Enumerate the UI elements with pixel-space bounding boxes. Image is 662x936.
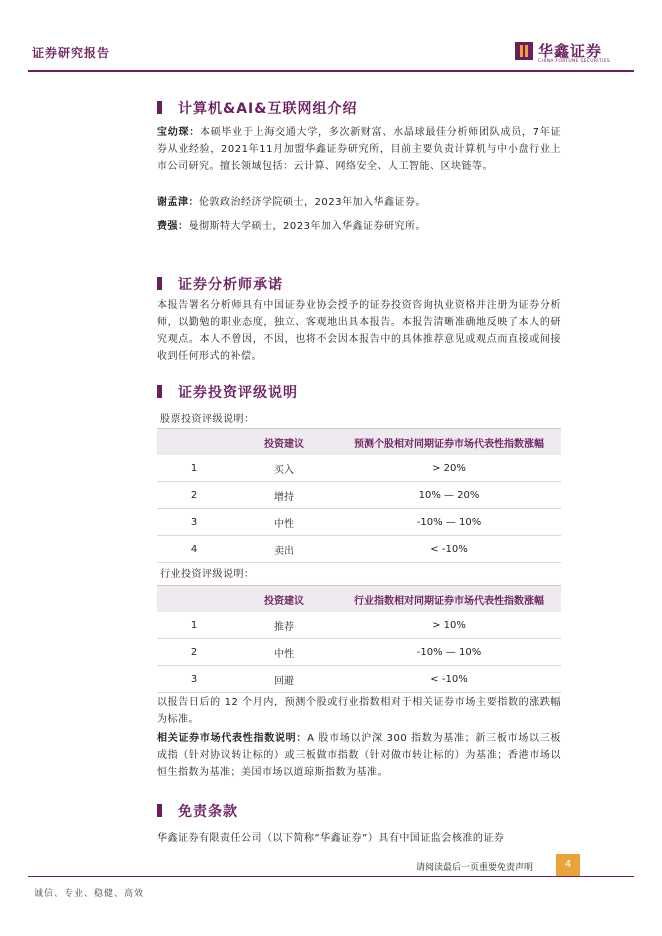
table-row (157, 612, 561, 639)
table-cell: 3 (157, 666, 231, 693)
brand-name-en: CHINA FORTUNE SECURITIES (538, 59, 610, 64)
report-type-title: 证券研究报告 (32, 46, 111, 60)
table-cell: 1 (157, 612, 231, 639)
table-cell: 10% — 20% (337, 482, 561, 509)
index-label: 相关证券市场代表性指数说明： (157, 733, 308, 744)
table-cell: 1 (157, 455, 231, 482)
table-row (157, 536, 561, 563)
table-cell: < -10% (337, 666, 561, 693)
table-header-cell (157, 586, 231, 613)
table-header-cell: 预测个股相对同期证券市场代表性指数涨幅 (337, 429, 561, 456)
stock-rating-table (157, 428, 561, 563)
table-header-cell: 行业指数相对同期证券市场代表性指数涨幅 (337, 586, 561, 613)
industry-rating-table (157, 585, 561, 693)
table-header-cell (157, 429, 231, 456)
member-name: 宝幼琛： (157, 127, 200, 138)
table-cell: 买入 (231, 455, 337, 482)
team-member-bio (157, 194, 561, 211)
brand-logo-icon (515, 42, 533, 60)
footer-divider (28, 876, 634, 877)
rating-note: 以报告日后的 12 个月内，预测个股或行业指数相对于相关证券市场主要指数的涨跌幅为标准。 (157, 697, 561, 725)
industry-rating-caption: 行业投资评级说明： (160, 569, 255, 580)
stock-rating-caption: 股票投资评级说明： (160, 414, 255, 425)
table-cell: 3 (157, 509, 231, 536)
brand-name: 华鑫证券 (538, 42, 603, 60)
table-cell: 推荐 (231, 612, 337, 639)
table-cell: 2 (157, 482, 231, 509)
table-row (157, 509, 561, 536)
table-cell: -10% — 10% (337, 639, 561, 666)
table-row (157, 482, 561, 509)
section-marker-icon (157, 277, 162, 290)
section-title-rating: 证券投资评级说明 (178, 385, 298, 401)
index-text: A 股市场以沪深 300 指数为基准；新三板市场以三板成指（针对协议转让标的）或三板做市指数（针对做市转让标的）为基准；香港市场以恒生指数为基准；美国市场以道琼斯指数为基准。 (157, 733, 561, 778)
table-header-row (157, 429, 561, 456)
member-name: 谢孟津： (157, 197, 199, 208)
page-number: 4 (556, 854, 580, 876)
table-row (157, 455, 561, 482)
table-row (157, 666, 561, 693)
table-cell: 中性 (231, 509, 337, 536)
table-cell: 回避 (231, 666, 337, 693)
section-marker-icon (157, 385, 162, 398)
table-cell: > 20% (337, 455, 561, 482)
table-cell: 卖出 (231, 536, 337, 563)
index-description (157, 730, 561, 781)
footer-disclaimer-note: 请阅读最后一页重要免责声明 (416, 863, 534, 873)
section-marker-icon (157, 101, 162, 114)
member-bio: 曼彻斯特大学硕士，2023年加入华鑫证券研究所。 (188, 221, 426, 232)
table-cell: 中性 (231, 639, 337, 666)
table-cell: -10% — 10% (337, 509, 561, 536)
table-cell: 2 (157, 639, 231, 666)
table-cell: > 10% (337, 612, 561, 639)
team-member-bio (157, 218, 561, 235)
section-title-disclaimer: 免责条款 (178, 804, 238, 820)
section-marker-icon (157, 804, 162, 817)
member-bio: 伦敦政治经济学院硕士，2023年加入华鑫证券。 (199, 197, 426, 208)
table-cell: < -10% (337, 536, 561, 563)
table-cell: 4 (157, 536, 231, 563)
table-header-cell: 投资建议 (231, 429, 337, 456)
member-bio: 本硕毕业于上海交通大学，多次新财富、水晶球最佳分析师团队成员，7年证券从业经验，2021年11月加盟华鑫证券研究所，目前主要负责计算机与中小盘行业上市公司研究。擅长领域包括：云计算、网络安全、人工智能、区块链等。 (157, 127, 561, 172)
footer-motto: 诚信、专业、稳健、高效 (34, 889, 145, 899)
team-member-bio (157, 124, 561, 175)
table-header-cell: 投资建议 (231, 586, 337, 613)
disclaimer-text: 华鑫证券有限责任公司（以下简称“华鑫证券”）具有中国证监会核准的证券 (157, 833, 505, 844)
table-row (157, 639, 561, 666)
table-cell: 增持 (231, 482, 337, 509)
table-header-row (157, 586, 561, 613)
section-title-commitment: 证券分析师承诺 (178, 277, 283, 293)
header-divider (28, 70, 634, 72)
member-name: 费强： (157, 221, 189, 232)
section-title-team: 计算机&AI&互联网组介绍 (178, 101, 358, 117)
commitment-text: 本报告署名分析师具有中国证券业协会授予的证券投资咨询执业资格并注册为证券分析师，以勤勉的职业态度，独立、客观地出具本报告。本报告清晰准确地反映了本人的研究观点。本人不曾因，不因，也将不会因本报告中的具体推荐意见或观点而直接或间接收到任何形式的补偿。 (157, 300, 561, 362)
